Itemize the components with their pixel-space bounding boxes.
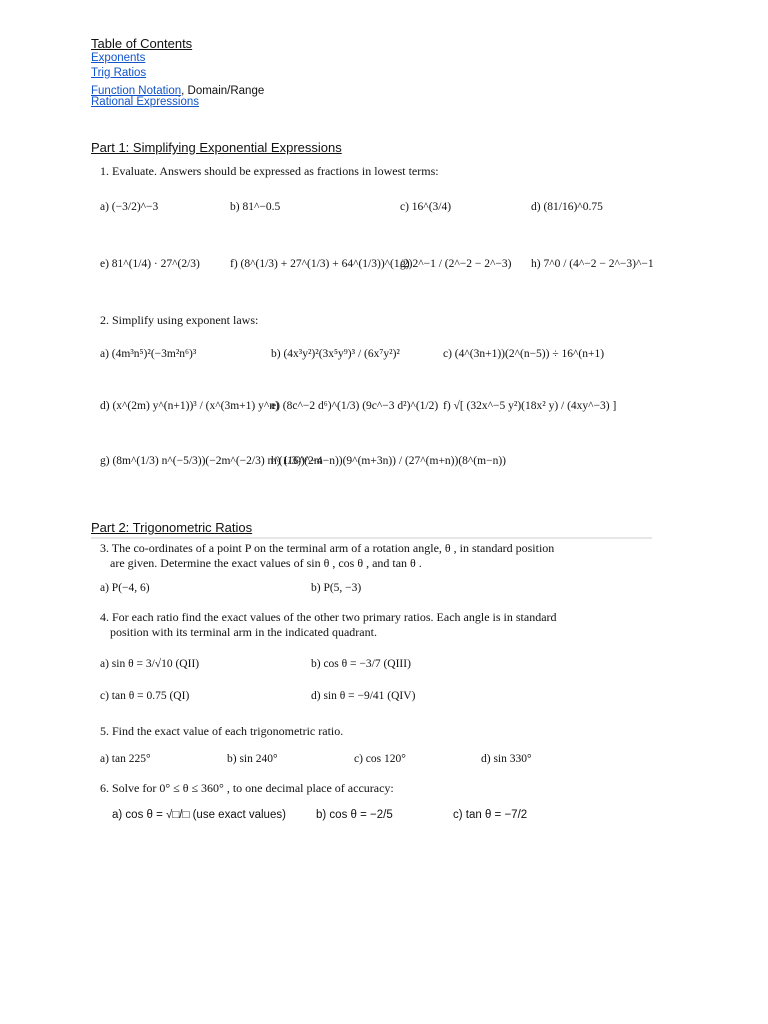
q2-item-e: e) (8c^−2 d⁶)^(1/3) (9c^−3 d²)^(1/2) [271, 400, 439, 412]
q2-item-a: a) (4m³n⁵)²(−3m²n⁶)³ [100, 348, 197, 360]
q6-item-b: b) cos θ = −2/5 [316, 809, 393, 821]
toc-title: Table of Contents [91, 36, 193, 51]
q6-prompt: 6. Solve for 0° ≤ θ ≤ 360° , to one decimal place of accuracy: [100, 781, 394, 795]
q1-item-c: c) 16^(3/4) [400, 201, 452, 213]
q1-prompt: 1. Evaluate. Answers should be expressed as fractions in lowest terms: [100, 164, 439, 178]
q1-item-f: f) (8^(1/3) + 27^(1/3) + 64^(1/3))^(1/2) [230, 258, 413, 270]
q5-item-b: b) sin 240° [227, 753, 278, 765]
section-divider [91, 537, 652, 539]
q6-item-c: c) tan θ = −7/2 [453, 809, 528, 821]
q2-item-g: g) (8m^(1/3) n^(−5/3))(−2m^(−2/3) n^(1/3))^−4 [100, 455, 323, 467]
q5-item-c: c) cos 120° [354, 753, 406, 765]
toc-suffix-domain-range: , Domain/Range [181, 85, 265, 97]
q1-item-b: b) 81^−0.5 [230, 201, 281, 213]
q5-item-a: a) tan 225° [100, 753, 151, 765]
q3-item-a: a) P(−4, 6) [100, 582, 150, 594]
toc-link-exponents[interactable]: Exponents [91, 52, 146, 64]
q2-item-d: d) (x^(2m) y^(n+1))³ / (x^(3m+1) y^n) [100, 400, 279, 412]
q4-item-a: a) sin θ = 3/√10 (QII) [100, 658, 200, 670]
q4-prompt-line1: 4. For each ratio find the exact values of the other two primary ratios. Each angle is in standard [100, 610, 557, 624]
q4-prompt-line2: position with its terminal arm in the indicated quadrant. [110, 625, 377, 639]
q2-item-f: f) √[ (32x^−5 y²)(18x² y) / (4xy^−3) ] [443, 400, 617, 412]
q6-item-a: a) cos θ = √□/□ (use exact values) [112, 809, 286, 821]
part2-heading: Part 2: Trigonometric Ratios [91, 520, 253, 535]
part1-heading: Part 1: Simplifying Exponential Expressions [91, 140, 342, 155]
q3-prompt-line2: are given. Determine the exact values of sin θ , cos θ , and tan θ . [110, 556, 422, 570]
q2-item-b: b) (4x³y²)²(3x⁵y⁹)³ / (6x⁷y²)² [271, 348, 400, 360]
q1-item-h: h) 7^0 / (4^−2 − 2^−3)^−1 [531, 258, 654, 270]
q4-item-c: c) tan θ = 0.75 (QI) [100, 690, 190, 702]
q5-item-d: d) sin 330° [481, 753, 532, 765]
q2-prompt: 2. Simplify using exponent laws: [100, 313, 259, 327]
q1-item-e: e) 81^(1/4) · 27^(2/3) [100, 258, 200, 270]
q1-item-d: d) (81/16)^0.75 [531, 201, 603, 213]
q1-item-g: g) 2^−1 / (2^−2 − 2^−3) [400, 258, 512, 270]
q3-prompt-line1: 3. The co-ordinates of a point P on the terminal arm of a rotation angle, θ , in standard position [100, 541, 555, 555]
q5-prompt: 5. Find the exact value of each trigonometric ratio. [100, 724, 344, 738]
q2-item-c: c) (4^(3n+1))(2^(n−5)) ÷ 16^(n+1) [443, 348, 605, 360]
q4-item-b: b) cos θ = −3/7 (QIII) [311, 658, 411, 670]
q3-item-b: b) P(5, −3) [311, 582, 362, 594]
toc-link-trig-ratios[interactable]: Trig Ratios [91, 67, 147, 79]
q1-item-a: a) (−3/2)^−3 [100, 201, 159, 213]
toc-link-function-notation[interactable]: Function Notation [91, 85, 182, 97]
toc-link-rational-expressions[interactable]: Rational Expressions [91, 96, 200, 108]
q2-item-h: h) (16^(2m−n))(9^(m+3n)) / (27^(m+n))(8^(m−n)) [271, 455, 506, 467]
q4-item-d: d) sin θ = −9/41 (QIV) [311, 690, 416, 702]
